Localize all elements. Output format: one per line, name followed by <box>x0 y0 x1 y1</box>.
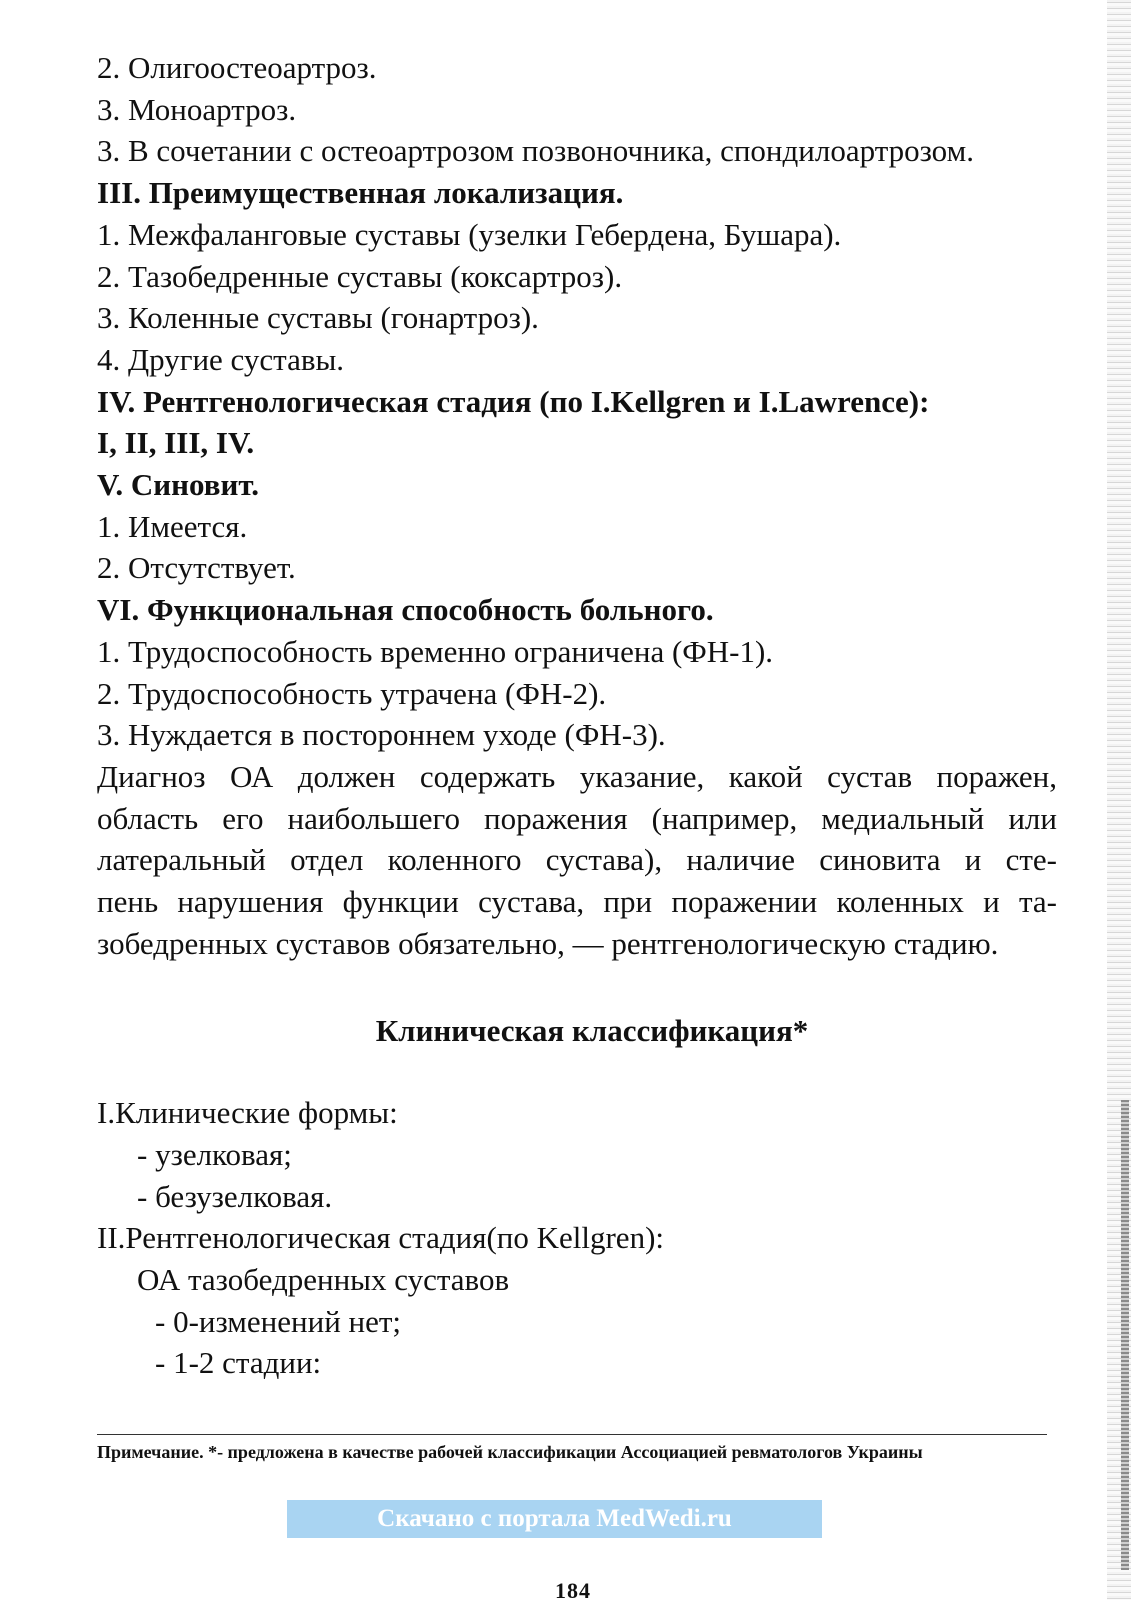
xray-stages: I, II, III, IV. <box>97 425 255 461</box>
list-line: 3. Моноартроз. <box>97 91 297 127</box>
page-number: 184 <box>555 1578 591 1603</box>
classification-item: - 1-2 стадии: <box>155 1345 322 1381</box>
classification-item: ОА тазобедренных суставов <box>137 1261 510 1297</box>
list-line: 2. Олигоостеоартроз. <box>97 50 377 85</box>
diagnosis-paragraph <box>97 756 1057 965</box>
list-line: 4. Другие суставы. <box>97 341 345 377</box>
list-line: 2. Отсутствует. <box>97 550 296 586</box>
list-line: 3. В сочетании с остеоартрозом позвоночника, спондилоартрозом. <box>97 133 974 169</box>
scanned-page-edge-shadow <box>1121 1100 1129 1570</box>
section-heading: Клиническая классификация* <box>375 1013 809 1049</box>
classification-item: I.Клинические формы: <box>97 1095 398 1131</box>
classification-item: II.Рентгенологическая стадия(по Kellgren): <box>97 1220 665 1256</box>
footnote-divider <box>97 1434 1047 1435</box>
paragraph-line: зобедренных суставов обязательно, — рентгенологическую стадию. <box>97 925 999 961</box>
list-line: 2. Тазобедренные суставы (коксартроз). <box>97 258 623 294</box>
list-line: 3. Нуждается в постороннем уходе (ФН-3). <box>97 717 666 753</box>
classification-item: - 0-изменений нет; <box>155 1303 402 1339</box>
top-list <box>97 47 1057 756</box>
page-body <box>97 47 1057 1384</box>
download-watermark-banner[interactable] <box>287 1500 822 1538</box>
list-line: 1. Межфаланговые суставы (узелки Гебердена, Бушара). <box>97 216 842 252</box>
classification-item: - узелковая; <box>137 1136 292 1172</box>
section-title-xray-stage: IV. Рентгенологическая стадия (по I.Kellgren и I.Lawrence): <box>97 383 930 419</box>
list-line: 2. Трудоспособность утрачена (ФН-2). <box>97 675 607 711</box>
watermark-text: Скачано с портала MedWedi.ru <box>377 1505 732 1532</box>
section-title-localization: III. Преимущественная локализация. <box>97 175 624 211</box>
section-title-function: VI. Функциональная способность больного. <box>97 592 714 628</box>
list-line: 3. Коленные суставы (гонартроз). <box>97 300 539 336</box>
section-title-synovitis: V. Синовит. <box>97 467 259 503</box>
paragraph-line: Диагноз ОА должен содержать указание, какой сустав поражен, <box>97 758 1057 794</box>
classification-item: - безузелковая. <box>137 1178 333 1214</box>
list-line: 1. Трудоспособность временно ограничена (ФН-1). <box>97 633 774 669</box>
list-line: 1. Имеется. <box>97 508 248 544</box>
footnote: Примечание. *- предложена в качестве рабочей классификации Ассоциацией ревматологов Украины <box>97 1442 923 1462</box>
paragraph-line: латеральный отдел коленного сустава), наличие синовита и сте- <box>97 842 1057 878</box>
classification-list <box>97 1092 1057 1384</box>
paragraph-line: область его наибольшего поражения (например, медиальный или <box>97 800 1057 836</box>
paragraph-line: пень нарушения функции сустава, при поражении коленных и та- <box>97 884 1057 920</box>
